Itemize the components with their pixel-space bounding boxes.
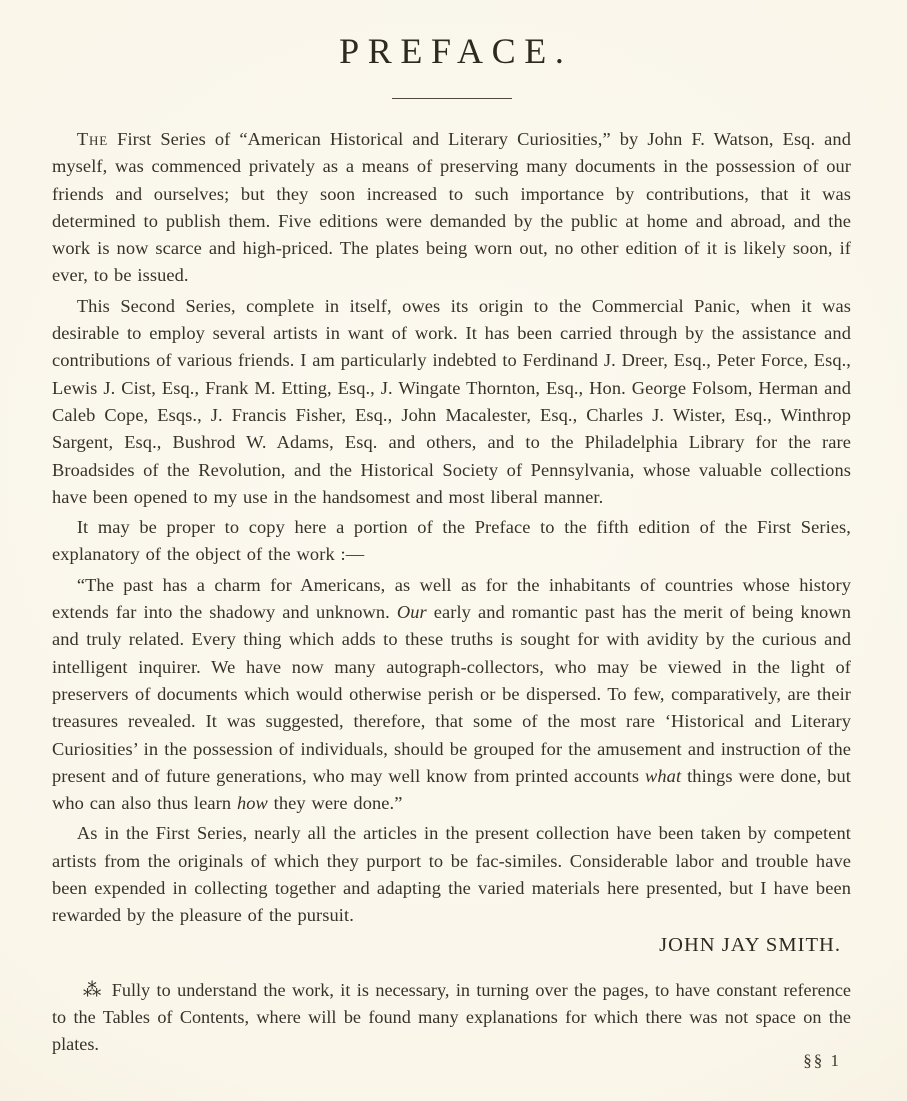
text-run: Fully to understand the work, it is necessary, in turning over the pages, to have constant reference to the Tables of Contents, where will be found many explanations for which there was not space on the plates. (52, 979, 851, 1054)
text-run: how (236, 793, 268, 814)
page-number: §§ 1 (803, 1051, 841, 1070)
text-run: The (76, 129, 109, 149)
text-run: early and romantic past has the merit of being known and truly related. Every thing which adds to these truths is sought for with avidity by the curious and intelligent inquirer. We have now many autograph-collectors, who may be viewed in the light of preservers of documents which would otherwise perish or be dispersed. To few, comparatively, are their treasures revealed. It was suggested, therefore, that some of the most rare ‘Historical and Literary Curiosities’ in the possession of individuals, should be grouped for the amusement and instruction of the present and of future generations, who may well know from printed accounts (52, 602, 851, 786)
text-run: It may be proper to copy here a portion of the Preface to the fifth edition of the First Series, explanatory of the object of the work :— (52, 517, 851, 565)
preface-paragraphs (52, 126, 851, 930)
author-signature: JOHN JAY SMITH. (659, 933, 841, 956)
text-run: First Series of “American Historical and Literary Curiosities,” by John F. Watson, Esq. and myself, was commenced privately as a means of preserving many documents in the possession of our friends and ourselves; but they soon increased to such importance by contributions, that it was determined to publish them. Five editions were demanded by the public at home and abroad, and the work is now scarce and high-priced. The plates being worn out, no other edition of it is likely soon, if ever, to be issued. (52, 129, 851, 286)
text-run: Our (396, 602, 427, 623)
paragraph (52, 293, 851, 511)
text-run: what (645, 765, 682, 786)
text-run: they were done.” (267, 793, 403, 814)
text-run: “The past has a charm for Americans, as well as for the inhabitants of countries whose history extends far into the shadowy and unknown. (52, 574, 851, 623)
paragraph (52, 820, 851, 929)
text-run: things were done, but who can also thus learn (52, 765, 852, 814)
text-run: ⁂ (82, 979, 112, 1001)
paragraph (52, 514, 851, 569)
paragraph (52, 572, 851, 818)
text-run: As in the First Series, nearly all the articles in the present collection have been taken by competent artists from the originals of which they purport to be fac-similes. Considerable labor and trouble have been expended in collecting together and adapting the varied materials here presented, but I have been rewarded by the pleasure of the pursuit. (52, 823, 851, 926)
paragraph (52, 126, 851, 290)
text-run: This Second Series, complete in itself, owes its origin to the Commercial Panic, when it was desirable to employ several artists in want of work. It has been carried through by the assistance and contributions of various friends. I am particularly indebted to Ferdinand J. Dreer, Esq., Peter Force, Esq., Lewis J. Cist, Esq., Frank M. Etting, Esq., J. Wingate Thornton, Esq., Hon. George Folsom, Herman and Caleb Cope, Esqs., J. Francis Fisher, Esq., John Macalester, Esq., Charles J. Wister, Esq., Winthrop Sargent, Esq., Bushrod W. Adams, Esq. and others, and to the Philadelphia Library for the rare Broadsides of the Revolution, and the Historical Society of Pennsylvania, whose valuable collections have been opened to my use in the handsomest and most liberal manner. (52, 295, 851, 507)
page-title: PREFACE. (339, 31, 573, 71)
title-divider (392, 98, 512, 99)
footnote-text (52, 977, 851, 1058)
